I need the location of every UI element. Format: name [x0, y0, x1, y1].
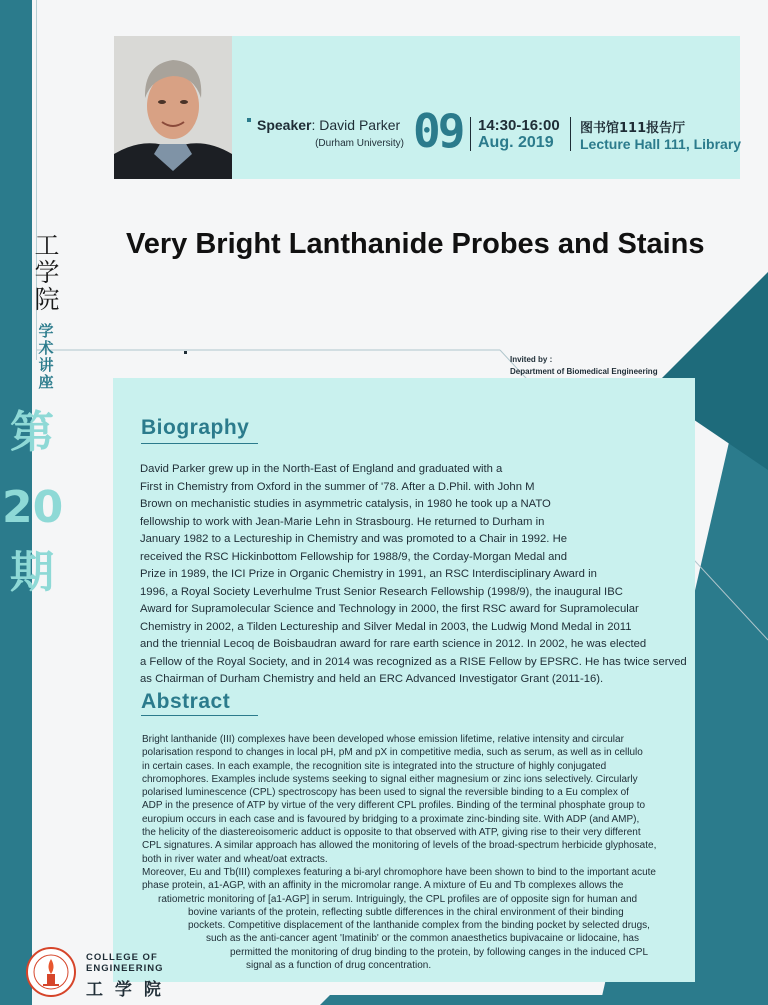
speaker-line [257, 117, 400, 133]
divider [570, 117, 571, 151]
bio-line: Brown on mechanistic studies in asymmetric catalysis, in 1980 he took up a NATO [140, 498, 551, 510]
event-month-year: Aug. 2019 [478, 134, 554, 151]
bio-line: and the triennial Lecoq de Boisbaudran award for rare earth science in 2012. In 2002, he was elected [140, 638, 647, 650]
abstract-line: in certain cases. In each example, the recognition site is integrated into the structure of highly conjugated [142, 760, 607, 772]
side-series-char: 座 [38, 373, 54, 391]
bio-line: fellowship to work with Jean-Marie Lehn in Strasbourg. He returned to Durham in [140, 515, 545, 528]
event-time: 14:30-16:00 [478, 117, 560, 134]
speaker-label: Speaker [257, 117, 312, 133]
bottom-strip [320, 995, 768, 1005]
college-line: ENGINEERING [86, 963, 164, 974]
abstract-heading: Abstract [141, 690, 231, 713]
issue-char: 期 [10, 547, 54, 598]
issue-char: 第 [10, 407, 54, 458]
event-day: 09 [413, 104, 463, 158]
abstract-line: polarised luminescence (CPL) spectroscopy has been used to signal the reversible binding to a Eu complex of [142, 787, 629, 799]
bio-line: a Fellow of the Royal Society, and in 2014 was recognized as a RISE Fellow by EPSRC. He has twice served [140, 655, 687, 668]
lecture-title: Very Bright Lanthanide Probes and Stains [126, 228, 705, 260]
speaker-photo [114, 36, 232, 179]
side-college-char: 院 [34, 285, 60, 314]
speaker-colon: : [311, 117, 320, 133]
biography-text [140, 461, 700, 689]
abstract-line: both in river water and wheat/oat extracts. [142, 853, 328, 865]
invited-label: Invited by : [510, 355, 553, 364]
abstract-line: pockets. Competitive displacement of the lanthanide complex from the binding pocket by selected drugs, [188, 920, 650, 932]
side-series-char: 术 [38, 339, 54, 357]
bio-line: January 1982 to a Lectureship in Chemistry and was promoted to a Chair in 1992. He [140, 533, 568, 545]
college-name-en [86, 952, 164, 974]
abstract-line: Bright lanthanide (III) complexes have been developed whose emission lifetime, relative intensity and circular [142, 734, 624, 745]
invited-department: Department of Biomedical Engineering [510, 367, 658, 376]
abstract-line: ADP in the presence of ATP by virtue of the very different CPL profiles. Binding of the terminal phosphate group to [142, 800, 646, 812]
abstract-line: CPL signatures. A similar approach has allowed the monitoring of levels of the broad-spectrum herbicide glyphosate, [142, 840, 657, 852]
abstract-line: Moreover, Eu and Tb(III) complexes featuring a bi-aryl chromophore have been shown to bind to the important acute [142, 866, 656, 878]
abstract-line: europium occurs in each case and is favoured by bridging to a proximate zinc-binding site. With ADP (and AMP), [142, 813, 640, 825]
abstract-line: polarisation respond to changes in local pH, pM and pX in competitive media, such as serum, as well as in cellulo [142, 747, 643, 759]
abstract-line: permitted the monitoring of drug binding to the protein, by following canges in the induced CPL [230, 946, 649, 958]
abstract-underline [141, 715, 258, 716]
venue-english: Lecture Hall 111, Library [580, 136, 742, 152]
bio-line: 1996, a Royal Society Leverhulme Trust Senior Research Fellowship (1998/9), the inaugural IBC [140, 585, 623, 598]
abstract-line: bovine variants of the protein, reflecting subtle differences in the chiral environment of their binding [188, 906, 624, 918]
bio-line: as Chairman of Durham Chemistry and held an ERC Advanced Investigator Grant (2011-16). [140, 673, 604, 685]
side-college-char: 工 [34, 231, 60, 260]
bio-line: Prize in 1989, the ICI Prize in Organic Chemistry in 1991, an RSC Interdisciplinary Award in [140, 568, 597, 580]
biography-heading: Biography [141, 416, 250, 439]
speaker-affiliation: (Durham University) [315, 138, 404, 149]
bio-line: First in Chemistry from Oxford in the summer of '78. After a D.Phil. with John M [140, 480, 535, 493]
abstract-line: signal as a function of drug concentration. [246, 960, 432, 972]
invited-by [510, 354, 658, 378]
abstract-line: ratiometric monitoring of [a1-AGP] in serum. Intriguingly, the CPL profiles are of opposite sign for human and [158, 893, 638, 905]
venue-chinese: 图书馆111报告厅 [580, 121, 686, 136]
header-panel [232, 36, 740, 179]
side-college-char: 学 [34, 258, 60, 287]
abstract-line: such as the anti-cancer agent 'Imatinib' or the common anaesthetics bupivacaine or lidocaine, has [206, 933, 639, 945]
abstract-text [142, 733, 702, 972]
decor-dot [184, 351, 187, 354]
biography-underline [141, 443, 258, 444]
bio-line: Chemistry in 2002, a Tilden Lectureship and Silver Medal in 2003, the Ludwig Mond Medal in 2011 [140, 620, 632, 633]
divider [470, 117, 471, 151]
issue-number: 20 [2, 482, 64, 533]
side-series-char: 讲 [38, 356, 54, 374]
college-line: COLLEGE OF [86, 952, 158, 963]
abstract-line: phase protein, a1-AGP, with an affinity in the micromolar range. A mixture of Eu and Tb complexes allows the [142, 880, 624, 892]
abstract-line: chromophores. Examples include systems seeking to signal either magnesium or zinc ions selectively. Circularly [142, 773, 638, 785]
speaker-bullet [247, 118, 251, 122]
side-series-char: 学 [38, 322, 54, 340]
abstract-line: the helicity of the diastereoisomeric adduct is opposite to that observed with ATP, giving rise to their very different [142, 827, 641, 839]
bio-line: Award for Supramolecular Science and Technology in 2000, the first RSC award for Supramolecular [140, 603, 639, 615]
university-seal-logo [26, 947, 76, 997]
college-name-cn: 工 学 院 [86, 980, 164, 1000]
bio-line: received the RSC Hickinbottom Fellowship for 1988/9, the Corday-Morgan Medal and [140, 550, 567, 563]
bio-line: David Parker grew up in the North-East of England and graduated with a [140, 463, 503, 475]
speaker-name: David Parker [319, 117, 401, 133]
